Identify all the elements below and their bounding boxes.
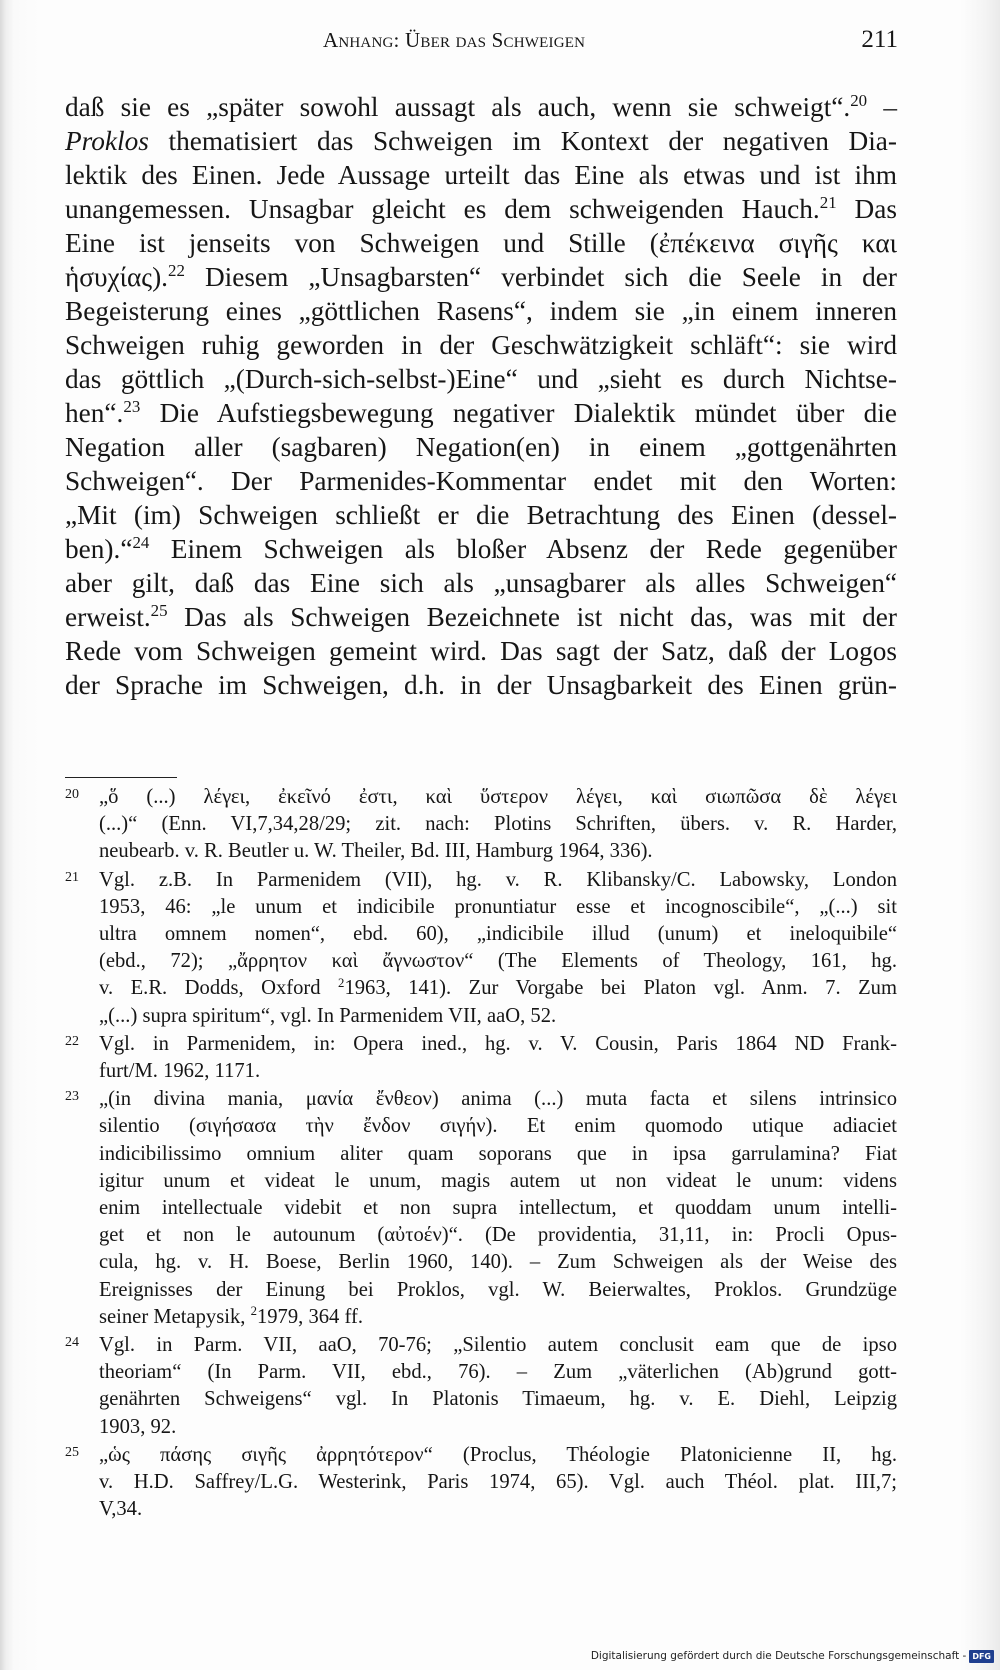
body-line: ἡσυχίας).$^{22}$ Diesem „Unsagbarsten“ verbindet sich die Seele in der bbox=[65, 260, 897, 292]
footnote-line: „ὅ (...) λέγει, ἐκεῖνό ἐστι, καὶ ὕστερον λέγει, καὶ σιωπῶσα δὲ λέγει bbox=[99, 786, 897, 808]
footnote-line: ultra omnem nomen“, ebd. 60), „indicibile illud (unum) et ineloquibile“ bbox=[99, 923, 897, 946]
footnote-24 bbox=[65, 1332, 897, 1441]
footnote-line: indicibilissimo omnium aliter quam soporans que in ipsa garrulamina? Fiat bbox=[99, 1142, 897, 1165]
footnote-number: 20 bbox=[65, 787, 79, 802]
footnote-line: V,34. bbox=[99, 1498, 143, 1521]
footnote-line: „ὡς πάσης σιγῆς ἀρρητότερον“ (Proclus, Théologie Platonicienne II, hg. bbox=[99, 1443, 897, 1466]
body-line: Begeisterung eines „göttlichen Rasens“, indem sie „in einem inneren bbox=[65, 296, 897, 326]
footnote-23 bbox=[65, 1086, 897, 1331]
footnote-ref: 2 bbox=[250, 1304, 257, 1319]
footnote-ref: 22 bbox=[168, 260, 185, 280]
body-line: daß sie es „später sowohl aussagt als auch, wenn sie schweigt“.$^{20}$ – bbox=[65, 90, 897, 122]
dfg-logo: DFG bbox=[969, 1650, 994, 1663]
body-line: aber gilt, daß das Eine sich als „unsagbarer als alles Schweigen“ bbox=[65, 568, 897, 598]
running-head: Anhang: Über das Schweigen bbox=[323, 28, 586, 52]
footnote-line: Vgl. in Parmenidem, in: Opera ined., hg. v. V. Cousin, Paris 1864 ND Frank- bbox=[99, 1032, 897, 1055]
footnote-line: v. E.R. Dodds, Oxford $^2$1963, 141). Zur Vorgabe bei Platon vgl. Anm. 7. Zum bbox=[99, 975, 897, 1000]
footnote-line: cula, hg. v. H. Boese, Berlin 1960, 140). – Zum Schweigen als der Weise des bbox=[99, 1251, 897, 1274]
digitization-footer bbox=[591, 1648, 994, 1664]
body-line: „Mit (im) Schweigen schließt er die Betrachtung des Einen (dessel- bbox=[65, 500, 897, 530]
body-line: Eine ist jenseits von Schweigen und Stille (ἐπέκεινα σιγῆς και bbox=[65, 228, 897, 258]
footnote-line: furt/M. 1962, 1171. bbox=[99, 1060, 261, 1083]
page-header bbox=[60, 26, 898, 56]
footnote-line: „(in divina mania, μανία ἔνθεον) anima (...) muta facta et silens intrinsico bbox=[99, 1088, 897, 1111]
footnote-25 bbox=[65, 1442, 897, 1524]
body-line: Schweigen ruhig geworden in der Geschwätzigkeit schläft“: sie wird bbox=[65, 330, 897, 360]
footnote-ref: 23 bbox=[123, 396, 141, 416]
body-line: erweist.$^{25}$ Das als Schweigen Bezeichnete ist nicht das, was mit der bbox=[65, 600, 897, 632]
footnotes bbox=[65, 784, 897, 1523]
italic-text: Proklos bbox=[65, 126, 149, 156]
body-line: das göttlich „(Durch-sich-selbst-)Eine“ und „sieht es durch Nichtse- bbox=[65, 364, 897, 394]
footnote-number: 23 bbox=[65, 1089, 79, 1105]
footnote-number: 24 bbox=[65, 1335, 79, 1351]
footnote-number: 22 bbox=[65, 1033, 79, 1049]
footnote-line: get et non le autounum (αὐτοέν)“. (De providentia, 31,11, in: Procli Opus- bbox=[99, 1224, 897, 1247]
footnote-line: enim intellectuale videbit et non supra intellectum, et quoddam unum intelli- bbox=[99, 1197, 897, 1220]
footnote-ref: 21 bbox=[819, 192, 837, 212]
body-line: lektik des Einen. Jede Aussage urteilt das Eine als etwas und ist ihm bbox=[65, 160, 897, 190]
footnote-line: v. H.D. Saffrey/L.G. Westerink, Paris 1974, 65). Vgl. auch Théol. plat. III,7; bbox=[99, 1471, 897, 1494]
body-line: Negation aller (sagbaren) Negation(en) in einem „gottgenährten bbox=[65, 432, 897, 462]
footnote-line: neubearb. v. R. Beutler u. W. Theiler, Bd. III, Hamburg 1964, 336). bbox=[99, 840, 653, 863]
footnote-line: 1953, 46: „le unum et indicibile pronuntiatur esse et incognoscibile“, „(...) sit bbox=[99, 895, 897, 918]
body-line: Schweigen“. Der Parmenides-Kommentar endet mit den Worten: bbox=[65, 466, 897, 496]
footnote-line: Vgl. z.B. In Parmenidem (VII), hg. v. R. Klibansky/C. Labowsky, London bbox=[99, 868, 897, 891]
footnote-ref: 2 bbox=[338, 975, 345, 990]
footnote-line: silentio (σιγήσασα τὴν ἔνδον σιγήν). Et enim quomodo utique adiaciet bbox=[99, 1115, 897, 1138]
footnote-line: Vgl. in Parm. VII, aaO, 70-76; „Silentio autem conclusit eam que de ipso bbox=[99, 1334, 897, 1357]
footnote-line: Ereignisses der Einung bei Proklos, vgl. W. Beierwaltes, Proklos. Grundzüge bbox=[99, 1278, 897, 1301]
footnote-line: 1903, 92. bbox=[99, 1415, 177, 1438]
footnote-line: genährten Schweigens“ vgl. In Platonis Timaeum, hg. v. E. Diehl, Leipzig bbox=[99, 1388, 897, 1411]
footnote-20 bbox=[65, 784, 897, 866]
body-line: hen“.$^{23}$ Die Aufstiegsbewegung negativer Dialektik mündet über die bbox=[65, 396, 897, 428]
body-line: Rede vom Schweigen gemeint wird. Das sagt der Satz, daß der Logos bbox=[65, 636, 897, 666]
footnote-number: 21 bbox=[65, 869, 79, 885]
body-line: Proklos thematisiert das Schweigen im Kontext der negativen Dia- bbox=[65, 126, 897, 156]
footnote-ref: 24 bbox=[132, 532, 150, 552]
page-number: 211 bbox=[861, 26, 898, 53]
footer-text: Digitalisierung gefördert durch die Deutsche Forschungsgemeinschaft - bbox=[590, 1650, 967, 1662]
footnote-line: igitur unum et videat le unum, magis autem ut non videat le unum: videns bbox=[99, 1169, 897, 1192]
footnote-line: (ebd., 72); „ἄρρητον καὶ ἄγνωστον“ (The Elements of Theology, 161, hg. bbox=[99, 950, 897, 973]
body-line: unangemessen. Unsagbar gleicht es dem schweigenden Hauch.$^{21}$ Das bbox=[65, 192, 897, 224]
footnote-line: theoriam“ (In Parm. VII, ebd., 76). – Zum „väterlichen (Ab)grund gott- bbox=[99, 1361, 897, 1384]
footnote-line: „(...) supra spiritum“, vgl. In Parmenidem VII, aaO, 52. bbox=[99, 1004, 557, 1027]
footnote-ref: 25 bbox=[150, 600, 168, 620]
body-line: ben).“$^{24}$ Einem Schweigen als bloßer Absenz der Rede gegenüber bbox=[65, 532, 897, 564]
body-text bbox=[65, 90, 897, 702]
footnote-ref: 20 bbox=[850, 90, 868, 110]
footnote-line: seiner Metapysik, $^2$1979, 364 ff. bbox=[99, 1304, 363, 1328]
footnote-number: 25 bbox=[65, 1444, 79, 1460]
footnote-line: (...)“ (Enn. VI,7,34,28/29; zit. nach: Plotins Schriften, übers. v. R. Harder, bbox=[99, 813, 897, 836]
body-line: der Sprache im Schweigen, d.h. in der Unsagbarkeit des Einen grün- bbox=[65, 670, 897, 700]
footnote-22 bbox=[65, 1031, 897, 1085]
footnote-separator bbox=[65, 777, 177, 778]
footnote-21 bbox=[65, 867, 897, 1030]
